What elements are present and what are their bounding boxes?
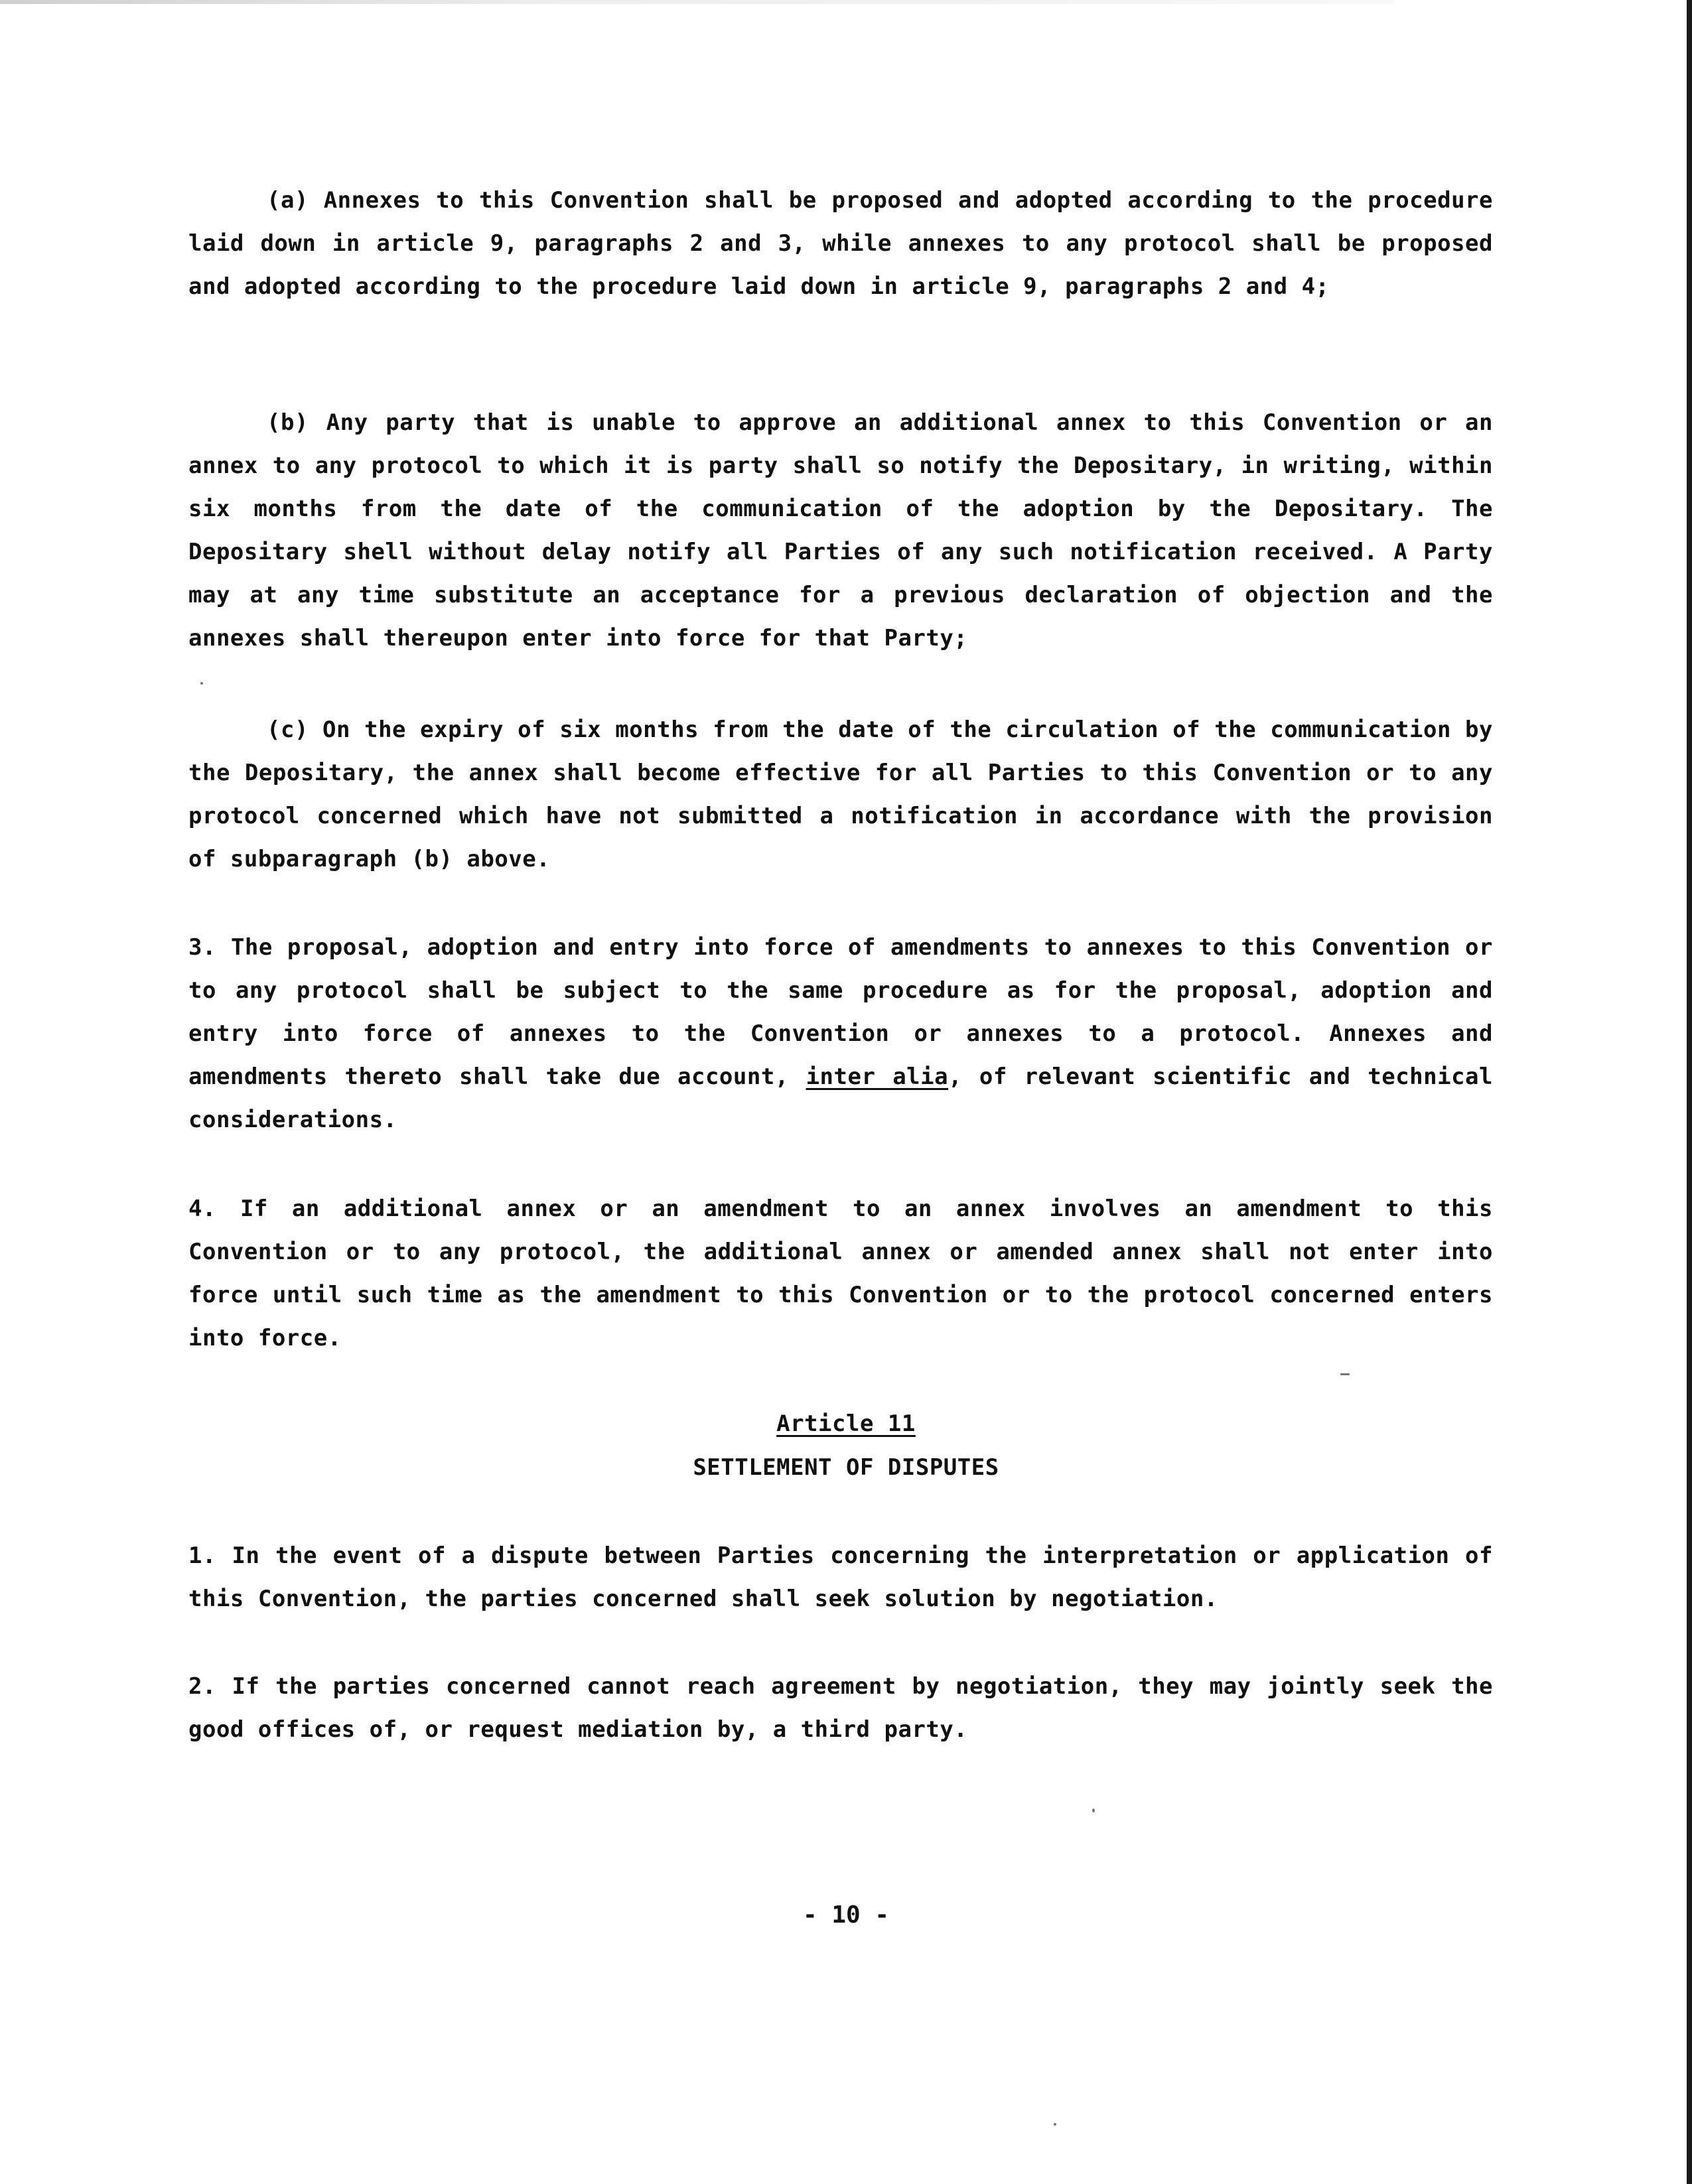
paragraph-a: (a) Annexes to this Convention shall be proposed and adopted according to the procedure laid down in article 9, paragraphs 2 and 3, while annexes to any protocol shall be proposed and adopted according to the procedure laid down in article 9, paragraphs 2 and 4; <box>188 187 1493 300</box>
page-number: - 10 - <box>802 1901 890 1929</box>
scan-speck <box>1340 1373 1350 1375</box>
paragraph-b: (b) Any party that is unable to approve an additional annex to this Convention or an annex to any protocol to which it is party shall so notify the Depositary, in writing, within six months from the date of the communication of the adoption by the Depositary. The Depositary shell without delay notify all Parties of any such notification received. A Party may at any time substitute an acceptance for a previous declaration of objection and the annexes shall thereupon enter into force for that Party; <box>188 409 1493 651</box>
scan-artifact-top <box>0 0 1393 4</box>
paragraph-3-latin-term: inter alia <box>806 1063 949 1090</box>
scan-speck <box>1092 1809 1095 1812</box>
paragraph-4: 4. If an additional annex or an amendment to an annex involves an amendment to this Convention or to any protocol, the additional annex or amended annex shall not enter into force until such time as the amendment to this Convention or to the protocol concerned enters into force. <box>188 1195 1493 1351</box>
article-11-paragraph-1: 1. In the event of a dispute between Parties concerning the interpretation or application of this Convention, the parties concerned shall seek solution by negotiation. <box>188 1542 1493 1612</box>
article-title: Article 11 <box>776 1410 916 1437</box>
scan-speck <box>1054 2123 1056 2126</box>
paragraph-3-text-start: 3. The proposal, adoption and entry into force of amendments to annexes to this Convention or to any protocol shall be subject to the same procedure as for the proposal, adoption and entry into force of annexes to the Convention or annexes to a protocol. Annexes and amendments thereto shall take due account, <box>188 934 1493 1090</box>
article-heading <box>0 1410 1692 1437</box>
paragraph-c: (c) On the expiry of six months from the date of the circulation of the communication by the Depositary, the annex shall become effective for all Parties to this Convention or to any protocol concerned which have not submitted a notification in accordance with the provision of subparagraph (b) above. <box>188 717 1493 872</box>
article-11-paragraph-2: 2. If the parties concerned cannot reach agreement by negotiation, they may jointly seek the good offices of, or request mediation by, a third party. <box>188 1673 1493 1743</box>
article-subtitle: SETTLEMENT OF DISPUTES <box>693 1454 999 1481</box>
paragraph-3 <box>188 926 1493 1142</box>
scan-edge-right <box>1687 0 1692 2184</box>
scan-speck <box>200 682 203 685</box>
paragraph-3-text-end: , of relevant scientific and technical considerations. <box>188 1063 1493 1133</box>
